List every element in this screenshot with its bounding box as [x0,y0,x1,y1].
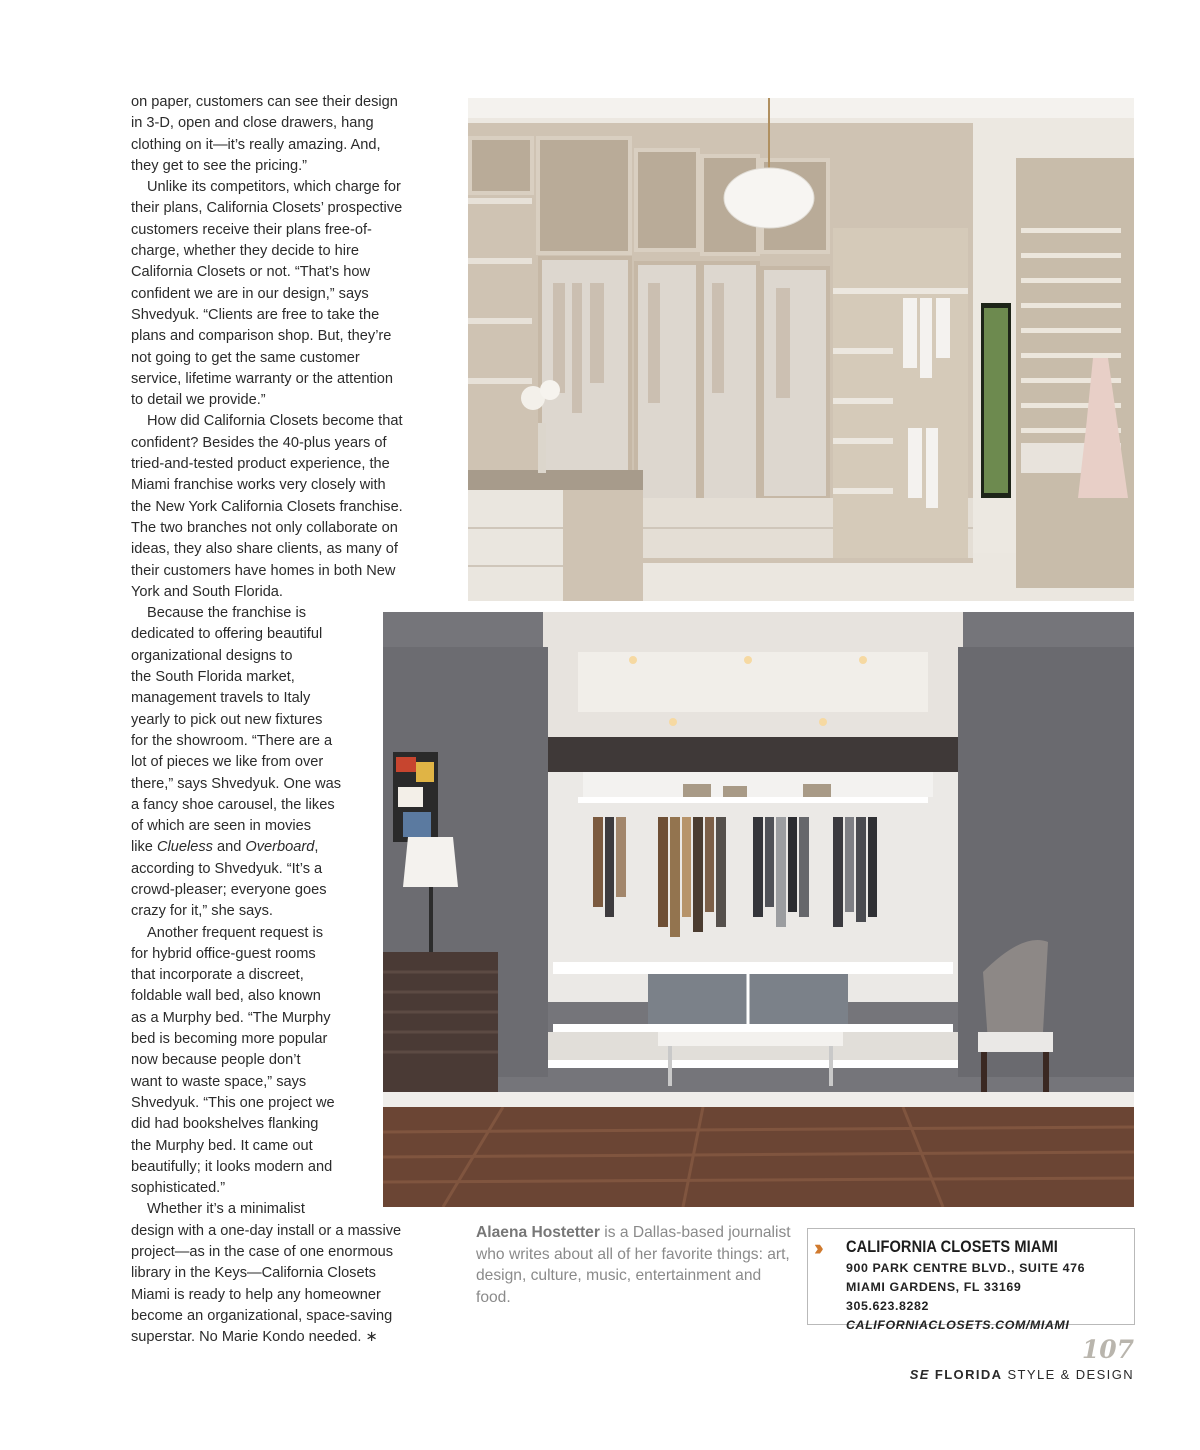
article-line: to detail we provide.” [131,392,266,409]
footer-se: SE [909,1367,930,1382]
article-line: ideas, they also share clients, as many of [131,541,398,558]
article-line: like Clueless and Overboard, [131,839,319,856]
article-line: crowd-pleaser; everyone goes [131,881,327,898]
article-line: Whether it’s a minimalist [147,1201,305,1218]
article-line: Miami franchise works very closely with [131,477,386,494]
article-line: lot of pieces we like from over [131,754,324,771]
article-line: that incorporate a discreet, [131,967,304,984]
article-line: the South Florida market, [131,669,295,686]
article-line: beautifully; it looks modern and [131,1158,333,1175]
page-number: 107 [1081,1335,1134,1364]
footer-florida: FLORIDA [934,1367,1003,1382]
business-name: CALIFORNIA CLOSETS MIAMI [846,1237,1058,1256]
article-line: a fancy shoe carousel, the likes [131,796,335,813]
article-line: dedicated to offering beautiful [131,626,323,643]
article-line: sophisticated.” [131,1180,226,1197]
business-info-box [807,1228,1135,1332]
author-bio-text: is a Dallas-based journalist who writes about all of her favorite things: art, design, culture, music, entertainment and food. [476,1224,791,1306]
article-line: their plans, California Closets’ prospective [131,200,403,217]
article-line: the Murphy bed. It came out [131,1137,313,1154]
photo-grey-walk-in-closet [383,612,1134,1207]
article-line: become an organizational, space-saving [131,1307,393,1324]
article-line: Because the franchise is [147,605,306,622]
author-bio [476,1222,796,1308]
article-line: confident we are in our design,” says [131,285,369,302]
article-line: did had bookshelves flanking [131,1116,319,1133]
article-line: not going to get the same customer [131,349,360,366]
article-line: bed is becoming more popular [131,1031,328,1048]
article-line: foldable wall bed, also known [131,988,321,1005]
author-name: Alaena Hostetter [476,1224,600,1241]
article-line: as a Murphy bed. “The Murphy [131,1009,331,1026]
article-line: crazy for it,” she says. [131,903,273,920]
article-line: service, lifetime warranty or the attention [131,370,393,387]
article-line: in 3-D, open and close drawers, hang [131,115,374,132]
article-line: the New York California Closets franchise. [131,498,403,515]
article-line: for the showroom. “There are a [131,732,333,749]
article-line: Shvedyuk. “Clients are free to take the [131,306,380,323]
article-line: project—as in the case of one enormous [131,1244,394,1261]
article-line: for hybrid office-guest rooms [131,945,316,962]
article-line: organizational designs to [131,647,293,664]
article-line: their customers have homes in both New [131,562,396,579]
article-line: The two branches not only collaborate on [131,519,398,536]
article-line: design with a one-day install or a massive [131,1222,402,1239]
article-line: on paper, customers can see their design [131,94,398,110]
article-line: tried-and-tested product experience, the [131,456,390,473]
phone-number: 305.623.8282 [846,1299,929,1313]
magazine-footer [910,1367,1134,1382]
article-line: Another frequent request is [147,924,324,941]
photo-beige-walk-in-closet [468,98,1134,601]
article-line: there,” says Shvedyuk. One was [131,775,342,792]
article-line: York and South Florida. [131,583,283,600]
article-line: How did California Closets become that [147,413,403,430]
article-line: yearly to pick out new fixtures [131,711,323,728]
website-link[interactable]: CALIFORNIACLOSETS.COM/MIAMI [846,1318,1070,1332]
address-line-1: 900 PARK CENTRE BLVD., SUITE 476 [846,1261,1086,1275]
article-line: now because people don’t [131,1052,301,1069]
article-line: management travels to Italy [131,690,311,707]
article-line: clothing on it—it’s really amazing. And, [131,136,381,153]
article-line: Miami is ready to help any homeowner [131,1286,381,1303]
footer-style-design: STYLE & DESIGN [1007,1367,1134,1382]
article-line: customers receive their plans free-of- [131,221,372,238]
article-line: Shvedyuk. “This one project we [131,1094,335,1111]
article-line: charge, whether they decide to hire [131,243,359,260]
article-line: superstar. No Marie Kondo needed. ∗ [131,1329,378,1346]
article-line: according to Shvedyuk. “It’s a [131,860,323,877]
article-line: California Closets or not. “That’s how [131,264,371,281]
double-chevron-right-icon: ›› [814,1235,819,1260]
address-line-2: MIAMI GARDENS, FL 33169 [846,1280,1022,1294]
article-line: Unlike its competitors, which charge for [147,179,401,196]
article-line: they get to see the pricing.” [131,157,308,174]
article-line: plans and comparison shop. But, they’re [131,328,392,345]
article-line: of which are seen in movies [131,818,312,835]
article-line: confident? Besides the 40-plus years of [131,434,387,451]
article-line: library in the Keys—California Closets [131,1265,376,1282]
article-line: want to waste space,” says [131,1073,307,1090]
